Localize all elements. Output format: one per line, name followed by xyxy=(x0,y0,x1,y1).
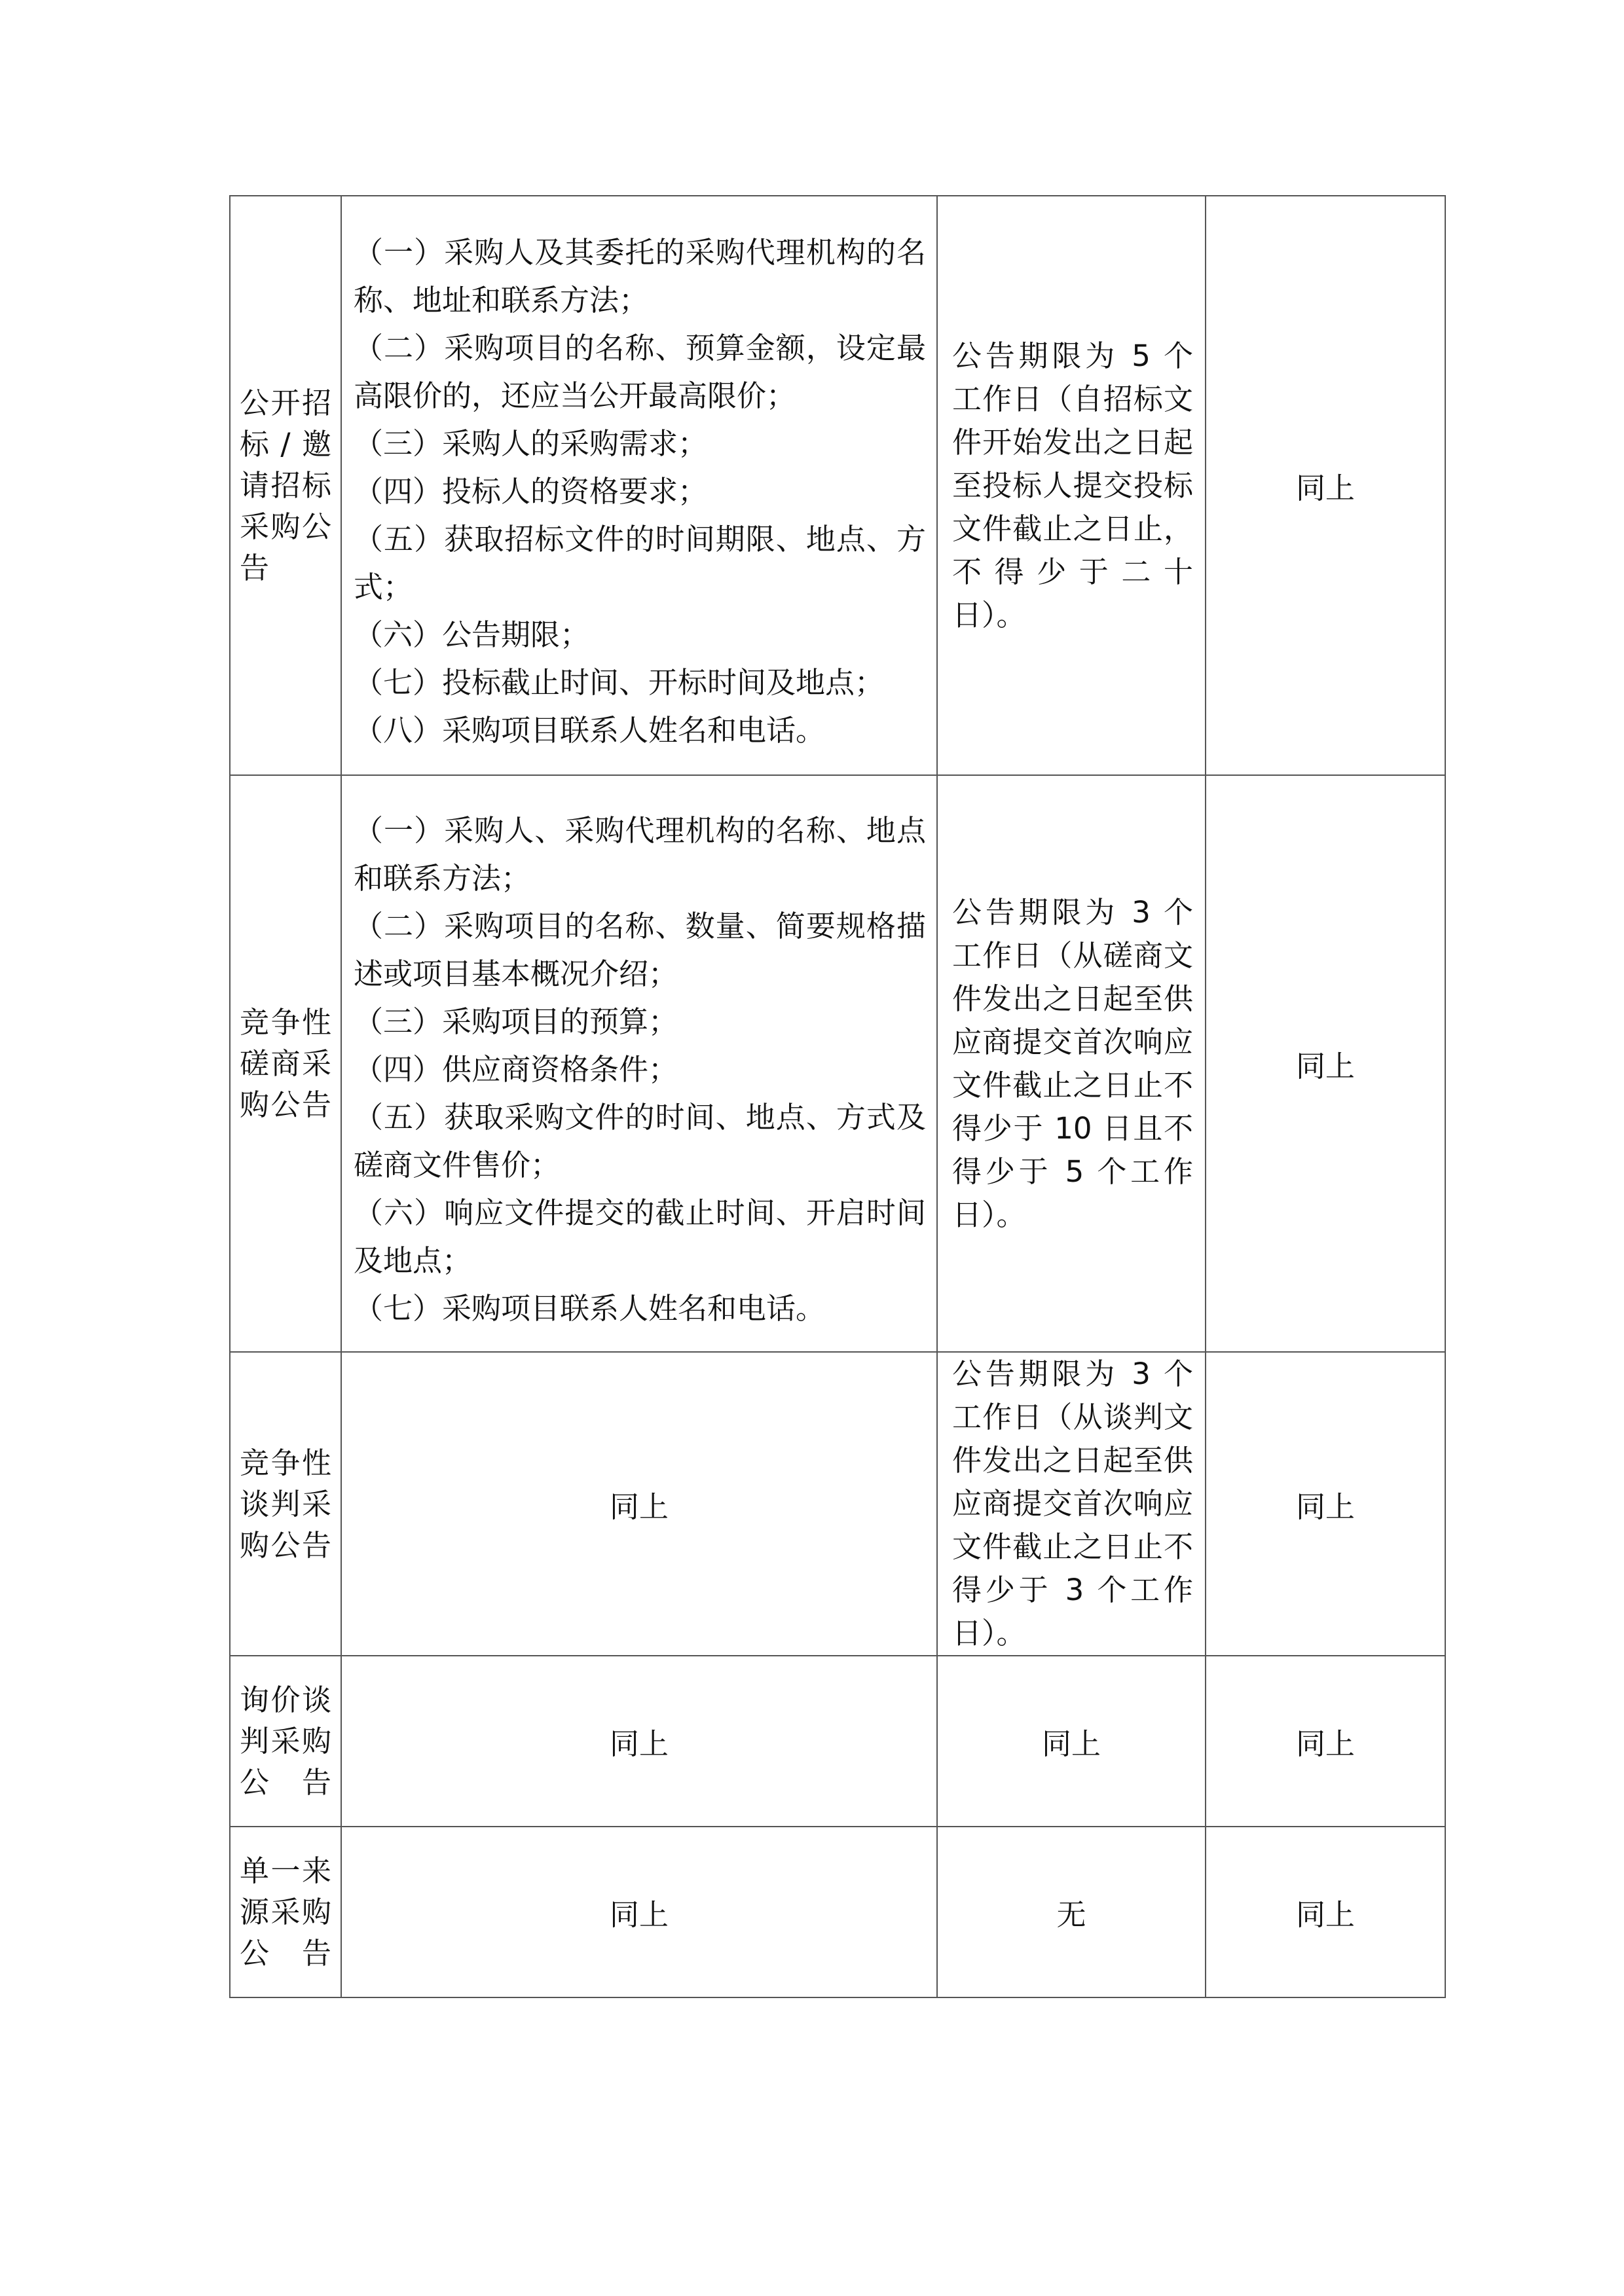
content-item: （四）供应商资格条件； xyxy=(354,1052,678,1087)
content-item: （三）采购人的采购需求； xyxy=(354,426,708,461)
content-item: （二）采购项目的名称、预算金额，设定最高限价的，还应当公开最高限价； xyxy=(354,331,926,413)
notice-content-cell: 同上 xyxy=(341,1656,937,1827)
content-item: （七）采购项目联系人姓名和电话。 xyxy=(354,1291,826,1326)
notice-content-cell xyxy=(341,196,937,775)
notice-type-cell xyxy=(230,1352,341,1656)
table-row xyxy=(230,775,1445,1352)
notice-type-cell xyxy=(230,1827,341,1997)
content-item: （一）采购人、采购代理机构的名称、地点和联系方法； xyxy=(354,813,926,896)
notice-content-cell: 同上 xyxy=(341,1352,937,1656)
notice-type-cell xyxy=(230,1656,341,1827)
content-item: （二）采购项目的名称、数量、简要规格描述或项目基本概况介绍； xyxy=(354,909,926,991)
notice-type: 竞争性谈判采购公告 xyxy=(240,1445,331,1563)
table-row xyxy=(230,1352,1445,1656)
content-item: （五）获取招标文件的时间期限、地点、方式； xyxy=(354,522,926,604)
remark-cell: 同上 xyxy=(1206,775,1445,1352)
table-row xyxy=(230,1656,1445,1827)
notice-period: 公告期限为 3 个工作日（从谈判文件发出之日起至供应商提交首次响应文件截止之日止不得少于 3 个工作日）。 xyxy=(937,1352,1206,1656)
notice-content-cell: 同上 xyxy=(341,1827,937,1997)
notice-type: 公开招标/邀请招标采购公告 xyxy=(240,386,331,585)
notice-period: 无 xyxy=(937,1827,1206,1997)
content-item: （三）采购项目的预算； xyxy=(354,1004,678,1039)
remark-cell: 同上 xyxy=(1206,1352,1445,1656)
remark-cell: 同上 xyxy=(1206,1656,1445,1827)
notice-type-cell xyxy=(230,196,341,775)
remark-cell: 同上 xyxy=(1206,196,1445,775)
notice-type-cell xyxy=(230,775,341,1352)
content-item: （六）响应文件提交的截止时间、开启时间及地点； xyxy=(354,1195,926,1278)
content-item: （五）获取采购文件的时间、地点、方式及磋商文件售价； xyxy=(354,1100,926,1182)
notice-type: 单一来源采购公告 xyxy=(240,1853,331,1971)
notice-type: 竞争性磋商采购公告 xyxy=(240,1005,331,1122)
table-row xyxy=(230,196,1445,775)
content-item: （七）投标截止时间、开标时间及地点； xyxy=(354,665,885,700)
procurement-notice-table xyxy=(229,195,1446,1998)
notice-period: 同上 xyxy=(937,1656,1206,1827)
notice-type: 询价谈判采购公告 xyxy=(240,1683,331,1800)
content-item: （四）投标人的资格要求； xyxy=(354,474,708,509)
notice-content-cell xyxy=(341,775,937,1352)
remark-cell: 同上 xyxy=(1206,1827,1445,1997)
content-item: （六）公告期限； xyxy=(354,617,590,652)
table-row xyxy=(230,1827,1445,1997)
content-item: （八）采购项目联系人姓名和电话。 xyxy=(354,713,826,748)
notice-period: 公告期限为 5 个工作日（自招标文件开始发出之日起至投标人提交投标文件截止之日止，不得少于二十日）。 xyxy=(937,196,1206,775)
content-item: （一）采购人及其委托的采购代理机构的名称、地址和联系方法； xyxy=(354,235,926,318)
notice-period: 公告期限为 3 个工作日（从磋商文件发出之日起至供应商提交首次响应文件截止之日止不得少于 10 日且不得少于 5 个工作日）。 xyxy=(937,775,1206,1352)
